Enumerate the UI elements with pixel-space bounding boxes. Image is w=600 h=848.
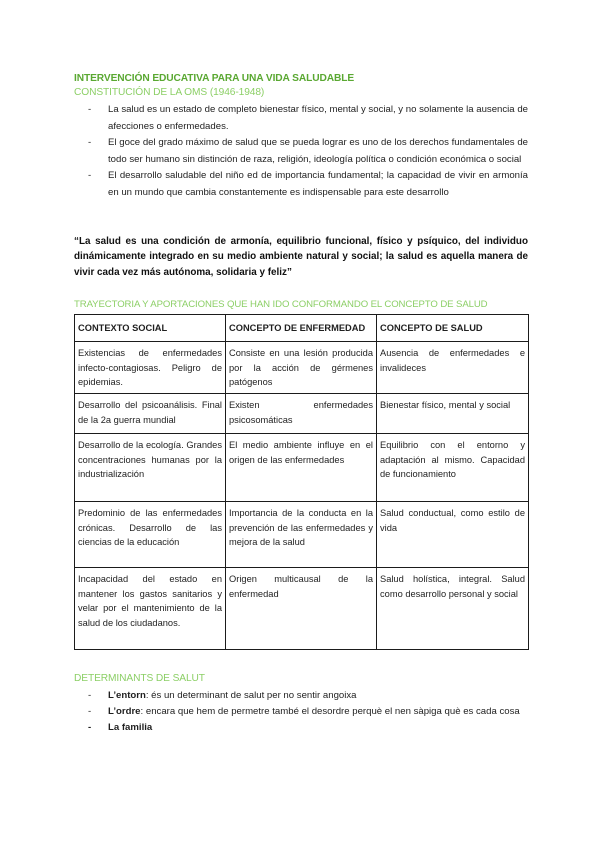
determinant-term: La familia	[108, 722, 153, 734]
determinant-term: L’entorn	[108, 690, 146, 701]
health-concept-table	[74, 314, 529, 650]
list-item: - El goce del grado máximo de salud que se pueda lograr es uno de los derechos fundamentales de todo ser humano sin distinción de raza, religión, ideología política o condición económica o social	[88, 135, 528, 168]
determinants-list	[88, 688, 528, 737]
table-cell: Predominio de las enfermedades crónicas. Desarrollo de las ciencias de la educación	[75, 502, 226, 568]
column-header: CONTEXTO SOCIAL	[75, 315, 226, 342]
table-cell: Ausencia de enfermedades e invalideces	[377, 342, 529, 394]
table-cell: Salud holística, integral. Salud como desarrollo personal y social	[377, 568, 529, 650]
table-cell: Bienestar físico, mental y social	[377, 394, 529, 434]
table-cell: Desarrollo del psicoanálisis. Final de la 2a guerra mundial	[75, 394, 226, 434]
list-item	[88, 704, 528, 720]
table-header-row	[75, 315, 529, 342]
oms-constitution-heading: CONSTITUCIÓN DE LA OMS (1946-1948)	[74, 87, 265, 98]
determinant-text: : és un determinant de salut per no sentir angoixa	[145, 690, 357, 701]
table-cell: Desarrollo de la ecología. Grandes concentraciones humanas por la industrialización	[75, 434, 226, 502]
table-cell: El medio ambiente influye en el origen de las enfermedades	[226, 434, 377, 502]
health-definition-quote: “La salud es una condición de armonía, equilibrio funcional, físico y psíquico, del individuo dinámicamente integrado en su medio ambiente natural y social; la salud es aquella manera de vivir cada vez más autónoma, solidaria y feliz”	[74, 236, 528, 278]
list-item	[88, 688, 528, 704]
list-item: - El desarrollo saludable del niño ed de importancia fundamental; la capacidad de vivir en armonía en un mundo que cambia constantemente es indispensable para este desarrollo	[88, 168, 528, 201]
trajectory-heading: TRAYECTORIA Y APORTACIONES QUE HAN IDO CONFORMANDO EL CONCEPTO DE SALUD	[74, 299, 488, 310]
table-cell: Existen enfermedades psicosomáticas	[226, 394, 377, 434]
determinant-text: : encara que hem de permetre també el desordre perquè el nen sàpiga què es cada cosa	[140, 706, 520, 718]
table-cell: Consiste en una lesión producida por la acción de gérmenes patógenos	[226, 342, 377, 394]
table-cell: Importancia de la conducta en la prevención de las enfermedades y mejora de la salud	[226, 502, 377, 568]
table-row	[75, 434, 529, 502]
list-item: - La salud es un estado de completo bienestar físico, mental y social, y no solamente la ausencia de afecciones o enfermedades.	[88, 102, 528, 135]
column-header: CONCEPTO DE ENFERMEDAD	[226, 315, 377, 342]
table-row	[75, 568, 529, 650]
document-title: INTERVENCIÓN EDUCATIVA PARA UNA VIDA SALUDABLE	[74, 73, 355, 84]
table-row	[75, 394, 529, 434]
oms-points-list	[88, 102, 528, 202]
table-cell: Origen multicausal de la enfermedad	[226, 568, 377, 650]
determinant-term: L’ordre	[108, 706, 141, 718]
table-row	[75, 342, 529, 394]
table-cell: Existencias de enfermedades infecto-contagiosas. Peligro de epidemias.	[75, 342, 226, 394]
table-cell: Equilibrio con el entorno y adaptación al mismo. Capacidad de funcionamiento	[377, 434, 529, 502]
table-cell: Salud conductual, como estilo de vida	[377, 502, 529, 568]
table-row	[75, 502, 529, 568]
table-cell: Incapacidad del estado en mantener los gastos sanitarios y velar por el mantenimiento de la salud de los ciudadanos.	[75, 568, 226, 650]
list-item	[88, 720, 528, 736]
determinants-heading: DETERMINANTS DE SALUT	[74, 673, 205, 684]
column-header: CONCEPTO DE SALUD	[377, 315, 529, 342]
